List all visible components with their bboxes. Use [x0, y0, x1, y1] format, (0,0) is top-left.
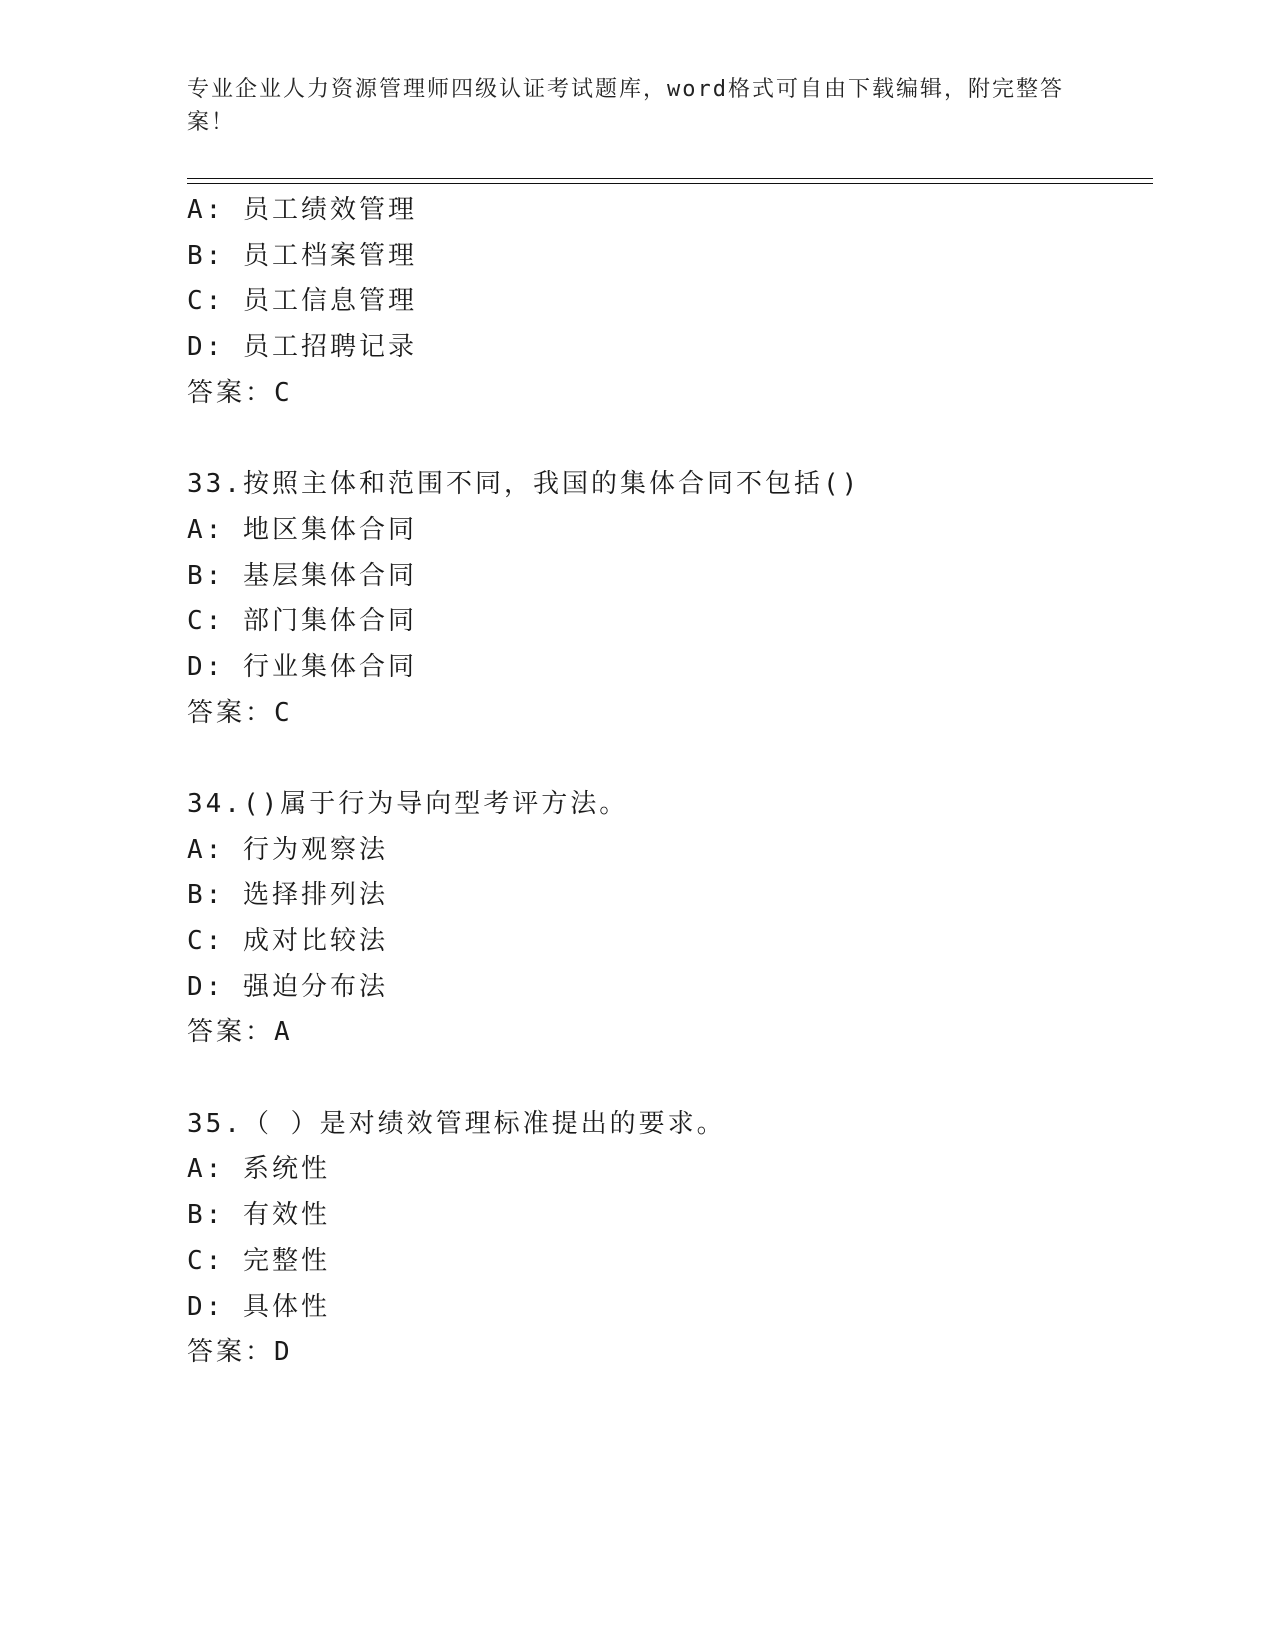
option-c: C: 员工信息管理: [187, 286, 417, 317]
answer-value: C: [274, 377, 293, 408]
option-c: C: 部门集体合同: [187, 606, 417, 637]
answer-line: [187, 1010, 1147, 1056]
document-header-text: 专业企业人力资源管理师四级认证考试题库，word格式可自由下载编辑，附完整答案！: [187, 77, 1064, 135]
question-stem: 34.()属于行为导向型考评方法。: [187, 788, 629, 819]
answer-line: [187, 691, 1147, 737]
question-block: [187, 1102, 1147, 1376]
question-block: [187, 782, 1147, 1056]
option-d: D: 强迫分布法: [187, 971, 388, 1002]
option-a: A: 员工绩效管理: [187, 195, 417, 225]
option-b: B: 员工档案管理: [187, 240, 417, 271]
option-c: C: 完整性: [187, 1245, 330, 1276]
option-d: D: 具体性: [187, 1291, 330, 1322]
option-b: B: 有效性: [187, 1200, 330, 1231]
answer-label: 答案：: [187, 1017, 275, 1048]
option-d: D: 行业集体合同: [187, 651, 417, 682]
option-a: A: 行为观察法: [187, 834, 388, 865]
option-c: C: 成对比较法: [187, 926, 388, 956]
answer-label: 答案：: [187, 377, 275, 408]
option-b: B: 基层集体合同: [187, 560, 417, 591]
answer-line: [187, 1330, 1147, 1376]
option-a: A: 地区集体合同: [187, 514, 417, 545]
question-stem: 33.按照主体和范围不同，我国的集体合同不包括(): [187, 469, 861, 500]
answer-label: 答案：: [187, 697, 275, 728]
question-block: [187, 188, 1147, 416]
answer-label: 答案：: [187, 1337, 275, 1368]
answer-value: D: [274, 1337, 293, 1368]
answer-line: [187, 371, 1147, 417]
option-d: D: 员工招聘记录: [187, 332, 417, 363]
question-list: [187, 188, 1147, 1376]
header-rule-bottom: [187, 183, 1153, 184]
header-rule-top: [187, 178, 1153, 179]
option-b: B: 选择排列法: [187, 880, 388, 911]
question-stem: 35.（ ）是对绩效管理标准提出的要求。: [187, 1108, 726, 1139]
answer-value: A: [274, 1017, 293, 1048]
option-a: A: 系统性: [187, 1154, 330, 1185]
question-block: [187, 462, 1147, 736]
answer-value: C: [274, 697, 293, 728]
